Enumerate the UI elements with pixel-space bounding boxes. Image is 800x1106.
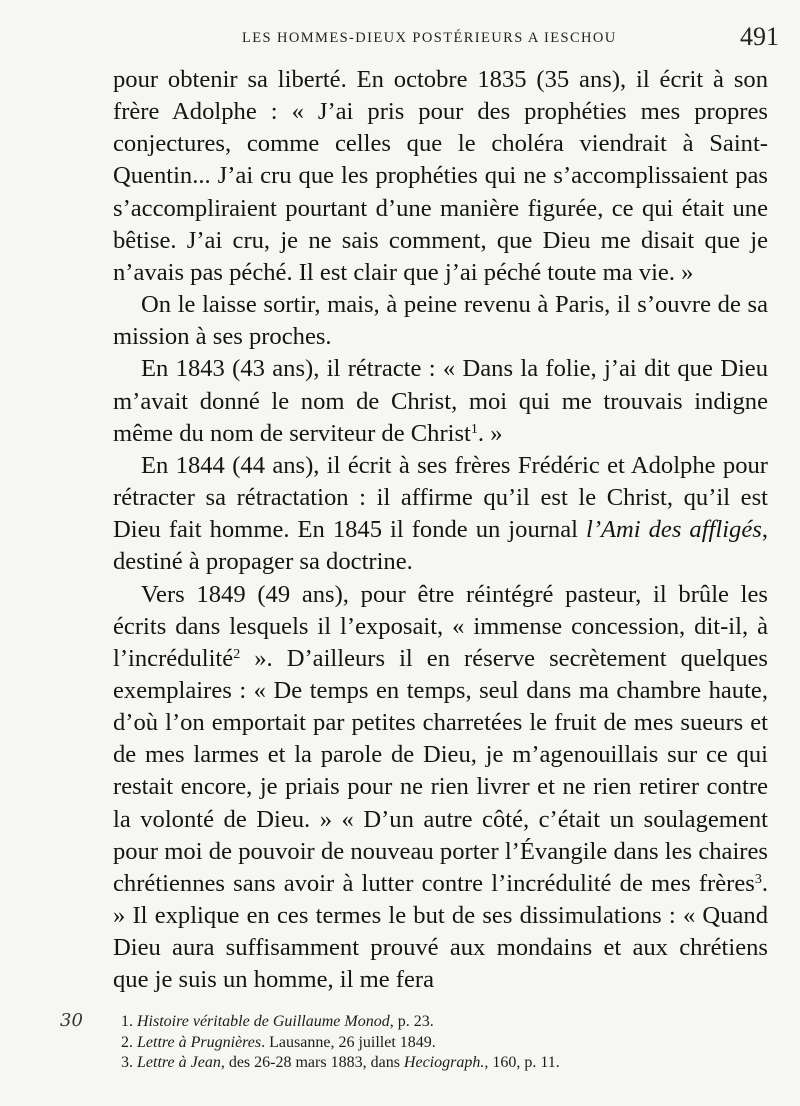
footnote-3 [113, 1053, 768, 1074]
paragraph-1 [113, 64, 768, 289]
footnotes [113, 1012, 768, 1074]
footnote-1-title: Histoire véritable de Guillaume Monod [137, 1013, 390, 1030]
paragraph-4-text: En 1844 (44 ans), il écrit à ses frères Frédéric et Adolphe pour rétracter sa rétractation : il affirme qu’il est le Christ, qu’il est Dieu fait homme. En 1845 il fonde un journal [113, 451, 768, 544]
body-text [113, 64, 768, 997]
paragraph-5-end: . » Il explique en ces termes le but de ses dissimulations : « Quand Dieu aura suffisamment prouvé aux mondains et aux chrétiens que je suis un homme, il me fera [113, 869, 768, 994]
footnote-1-number: 1. [121, 1013, 133, 1030]
handwritten-margin-note: 30 [60, 1010, 83, 1031]
paragraph-3-text: En 1843 (43 ans), il rétracte : « Dans la folie, j’ai dit que Dieu m’avait donné le nom de Christ, moi qui me trouvais indigne même du nom de serviteur de Christ [113, 355, 768, 447]
page-number: 491 [740, 22, 779, 51]
footnote-1-rest: , p. 23. [389, 1013, 434, 1030]
running-head: LES HOMMES-DIEUX POSTÉRIEURS A IESCHOU [242, 30, 617, 46]
paragraph-2 [113, 289, 768, 353]
footnote-2-number: 2. [121, 1033, 133, 1051]
footnote-2 [113, 1033, 768, 1054]
paragraph-3-end: . » [477, 419, 503, 447]
footnote-1 [113, 1012, 768, 1033]
footnote-2-title: Lettre à Prugnières [137, 1033, 262, 1051]
footnote-ref-1: 1 [470, 421, 478, 437]
footnote-3-title: Lettre à Jean [137, 1054, 221, 1071]
paragraph-4 [113, 450, 768, 579]
footnote-2-rest: . Lausanne, 26 juillet 1849. [261, 1033, 436, 1051]
journal-title: l’Ami des affligés [585, 516, 762, 544]
footnote-3-middle: , des 26-28 mars 1883, dans [220, 1054, 404, 1071]
footnote-3-number: 3. [121, 1054, 133, 1071]
paragraph-2-text: On le laisse sortir, mais, à peine revenu à Paris, il s’ouvre de sa mission à ses proches. [113, 291, 768, 351]
footnote-ref-2: 2 [233, 646, 241, 662]
footnote-ref-3: 3 [754, 871, 762, 887]
footnote-3-rest: , 160, p. 11. [484, 1054, 560, 1071]
paragraph-5-text: Vers 1849 (49 ans), pour être réintégré pasteur, il brûle les écrits dans lesquels il l’exposait, « immense concession, dit-il, à l’incrédulité [113, 580, 768, 672]
page-header [0, 20, 800, 60]
paragraph-1-text: pour obtenir sa liberté. En octobre 1835 (35 ans), il écrit à son frère Adolphe : « J’ai pris pour des prophéties mes propres conjectures, comme celles que le choléra viendrait à Saint-Quentin... J’ai cru que les prophéties qui ne s’accomplissaient pas s’accompliraient pourtant d’une manière figurée, ce qui était une bêtise. J’ai cru, je ne sais comment, que Dieu me disait que je n’avais pas péché. Il est clair que j’ai péché toute ma vie. » [113, 66, 768, 286]
paragraph-4-end: , destiné à propager sa doctrine. [113, 516, 768, 576]
footnote-3-title-2: Heciograph. [403, 1054, 485, 1071]
paragraph-5 [113, 579, 768, 997]
paragraph-3 [113, 353, 768, 449]
paragraph-5-middle: ». D’ailleurs il en réserve secrètement quelques exemplaires : « De temps en temps, seul dans ma chambre haute, d’où l’on emportait par petites charretées le fruit de mes sueurs et de mes larmes et la parole de Dieu, je m’agenouillais sur ce qui restait encore, je priais pour ne rien livrer et ne rien retirer contre la volonté de Dieu. » « D’un autre côté, c’était un soulagement pour moi de pouvoir de nouveau porter l’Évangile dans les chaires chrétiennes sans avoir à lutter contre l’incrédulité de mes frères [113, 644, 768, 897]
